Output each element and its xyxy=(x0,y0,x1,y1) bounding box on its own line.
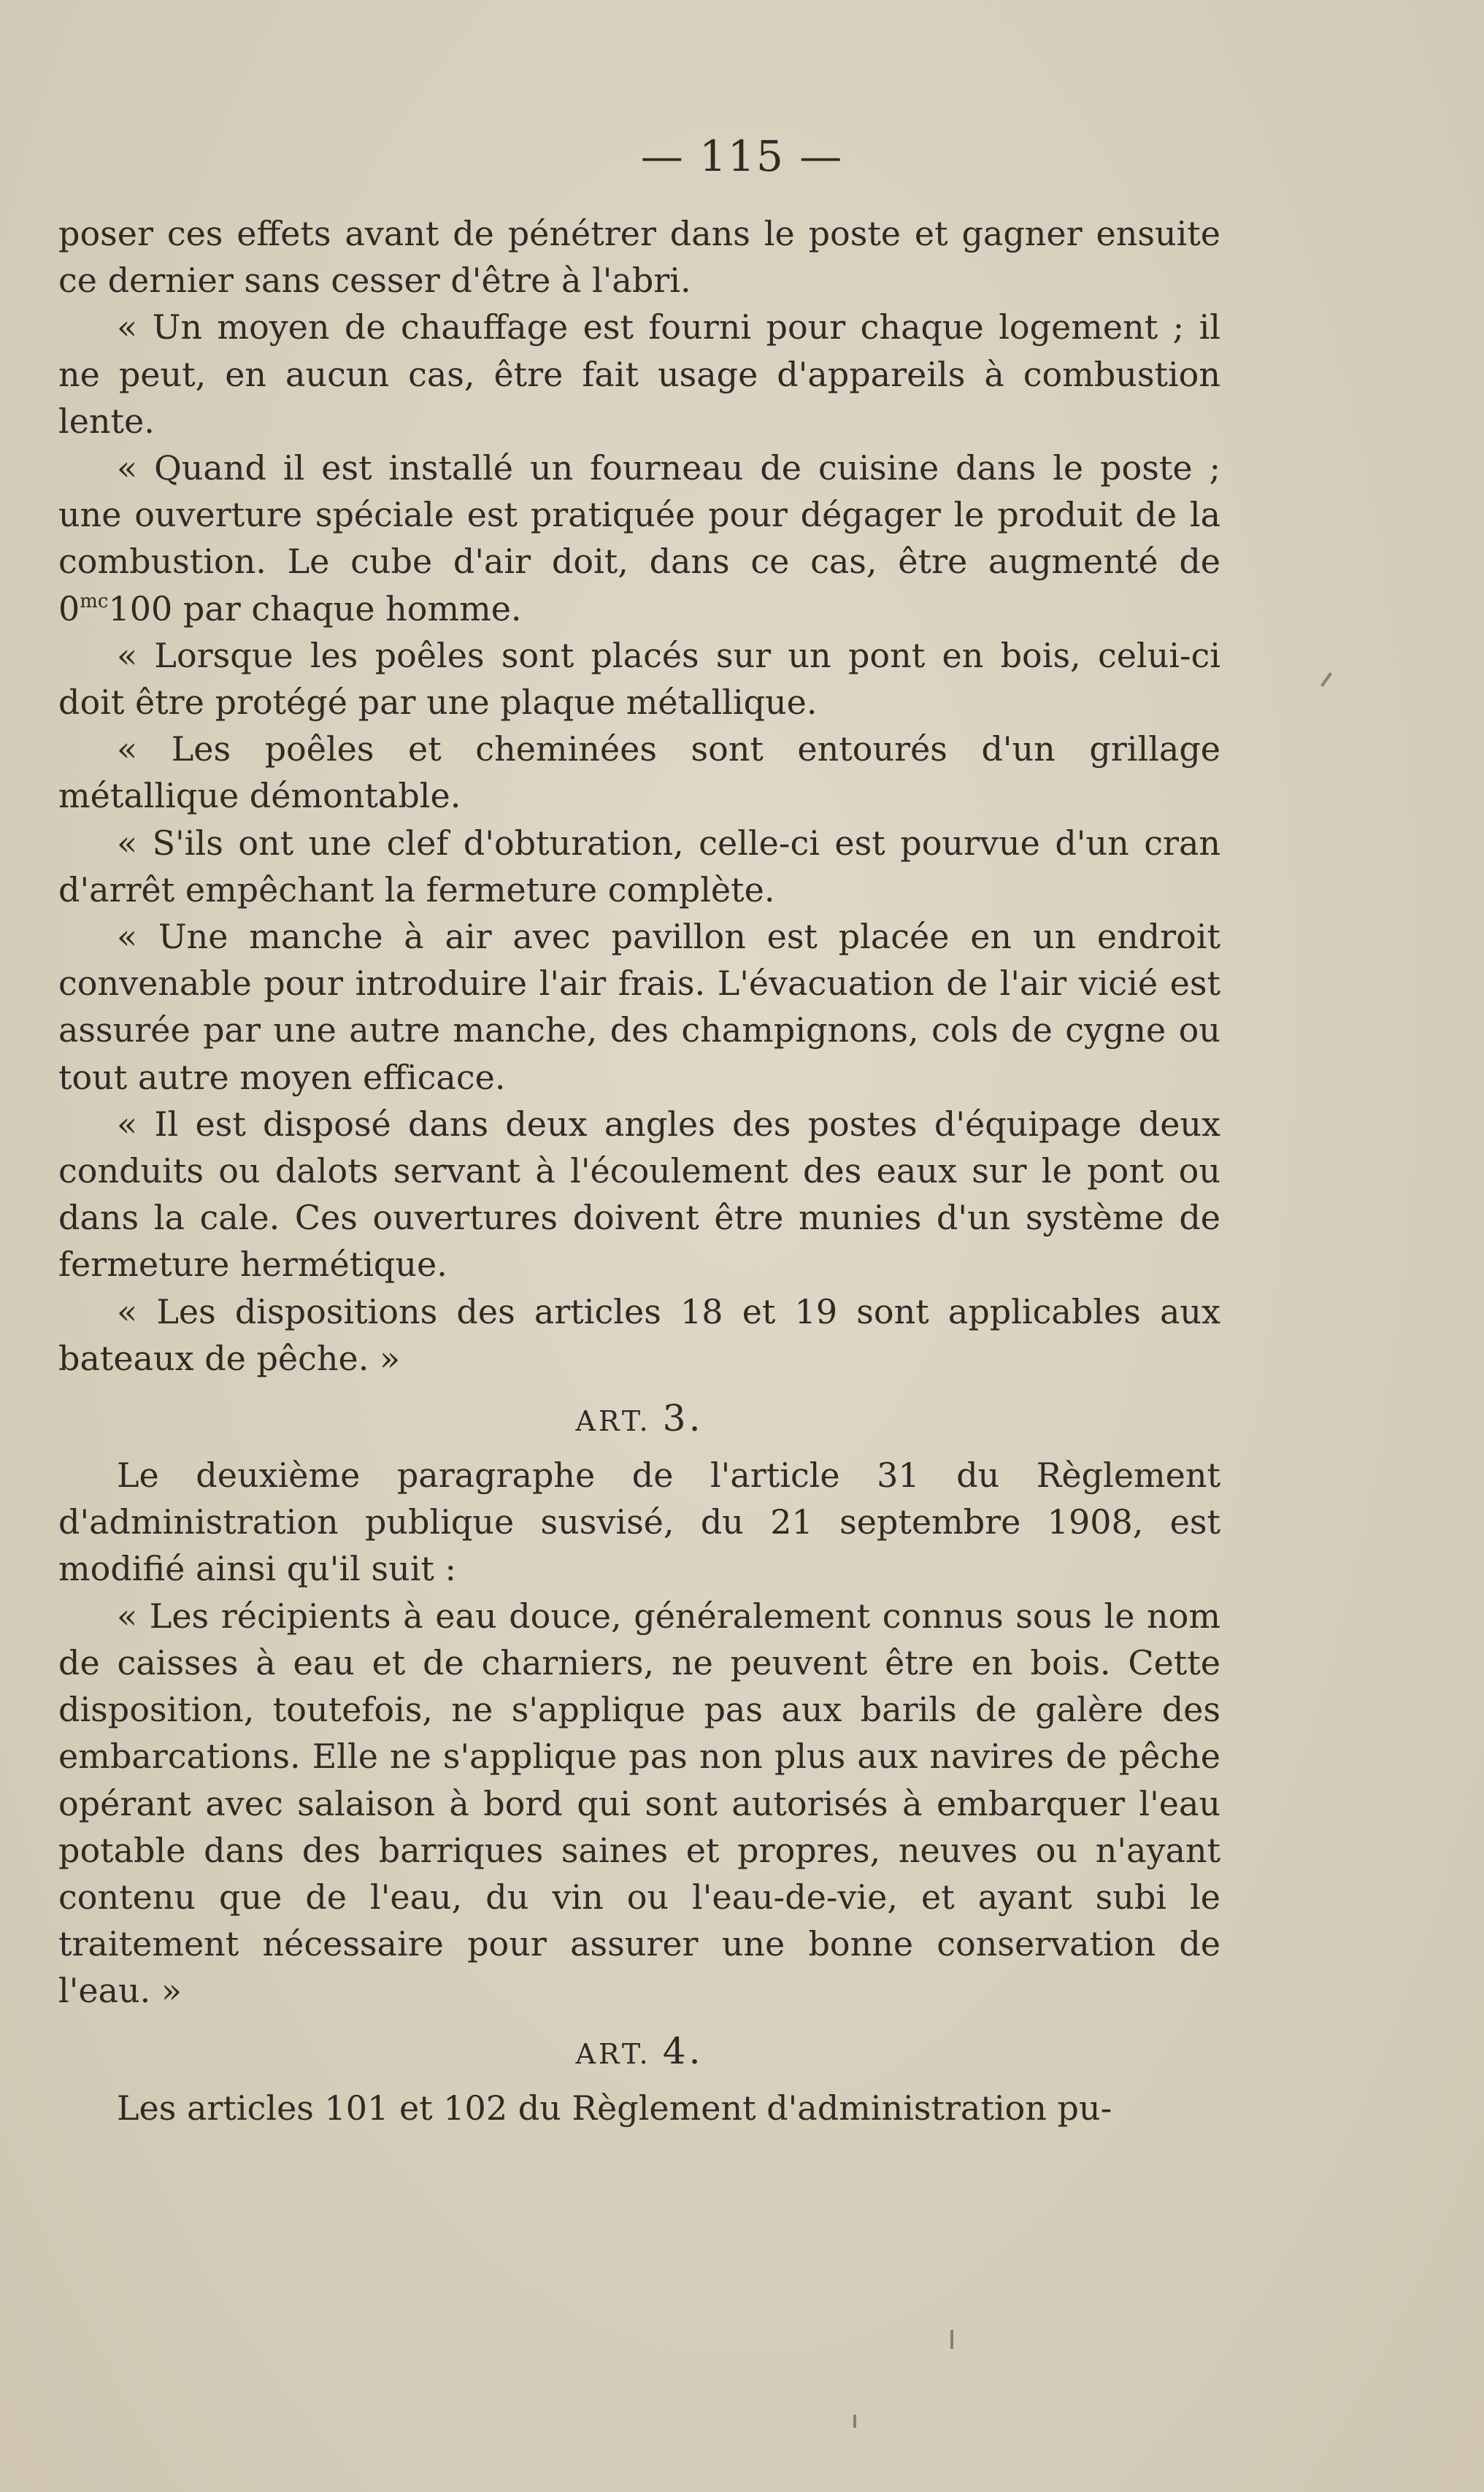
paragraph: « Les poêles et cheminées sont entourés d'un grillage métallique démontable. xyxy=(58,729,1220,816)
paragraph: poser ces effets avant de pénétrer dans le poste et gagner ensuite ce dernier sans cesser d'être à l'abri. xyxy=(58,214,1220,301)
page-number: — 115 — xyxy=(640,131,844,181)
paragraph-text: « Quand il est installé un fourneau de cuisine dans le poste ; une ouverture spéciale est pratiquée pour dégager le produit de la combustion. Le cube d'air doit, dans ce cas, être augmenté de 0 xyxy=(58,448,1220,628)
paragraph: « Il est disposé dans deux angles des postes d'équipage deux conduits ou dalots servant à l'écoulement des eaux sur le pont ou dans la cale. Ces ouvertures doivent être munies d'un système de fermeture hermétique. xyxy=(58,1104,1220,1285)
article-number: 4. xyxy=(662,2029,704,2072)
paragraph: « Un moyen de chauffage est fourni pour chaque logement ; il ne peut, en aucun cas, être fait usage d'appareils à combustion lente. xyxy=(58,307,1220,441)
article-4-heading xyxy=(58,2015,1220,2085)
paragraph-text-tail: 100 par chaque homme. xyxy=(108,588,522,628)
paragraph: « Lorsque les poêles sont placés sur un pont en bois, celui-ci doit être protégé par une plaque métallique. xyxy=(58,635,1220,723)
paragraph: Le deuxième paragraphe de l'article 31 du Règlement d'administration publique susvisé, du 21 septembre 1908, est modifié ainsi qu'il suit : xyxy=(58,1455,1220,1589)
article-label: ART. xyxy=(575,1405,651,1438)
paper-speck xyxy=(1320,672,1332,687)
unit-superscript: mc xyxy=(80,590,109,612)
article-label: ART. xyxy=(575,2037,651,2070)
paragraph: « Les récipients à eau douce, généralement connus sous le nom de caisses à eau et de charniers, ne peuvent être en bois. Cette disposition, toutefois, ne s'applique pas aux barils de galère des embarcations. Elle ne s'applique pas non plus aux navires de pêche opérant avec salaison à bord qui sont autorisés à embarquer l'eau potable dans des barriques saines et propres, neuves ou n'ayant contenu que de l'eau, du vin ou l'eau-de-vie, et ayant subi le traitement nécessaire pour assurer une bonne conservation de l'eau. » xyxy=(58,1596,1220,2011)
body-text xyxy=(58,210,1220,2131)
paragraph: « Les dispositions des articles 18 et 19 sont applicables aux bateaux de pêche. » xyxy=(58,1291,1220,1378)
article-3-heading xyxy=(58,1382,1220,1452)
paper-speck xyxy=(950,2330,953,2349)
paragraph xyxy=(58,445,1220,632)
paragraph: Les articles 101 et 102 du Règlement d'administration pu- xyxy=(117,2088,1112,2128)
paragraph: « Une manche à air avec pavillon est placée en un endroit convenable pour introduire l'air frais. L'évacuation de l'air vicié est assurée par une autre manche, des champignons, cols de cygne ou tout autre moyen efficace. xyxy=(58,917,1220,1097)
paragraph: « S'ils ont une clef d'obturation, celle-ci est pourvue d'un cran d'arrêt empêchant la fermeture complète. xyxy=(58,823,1220,909)
paper-speck xyxy=(853,2415,856,2428)
article-number: 3. xyxy=(662,1397,704,1440)
